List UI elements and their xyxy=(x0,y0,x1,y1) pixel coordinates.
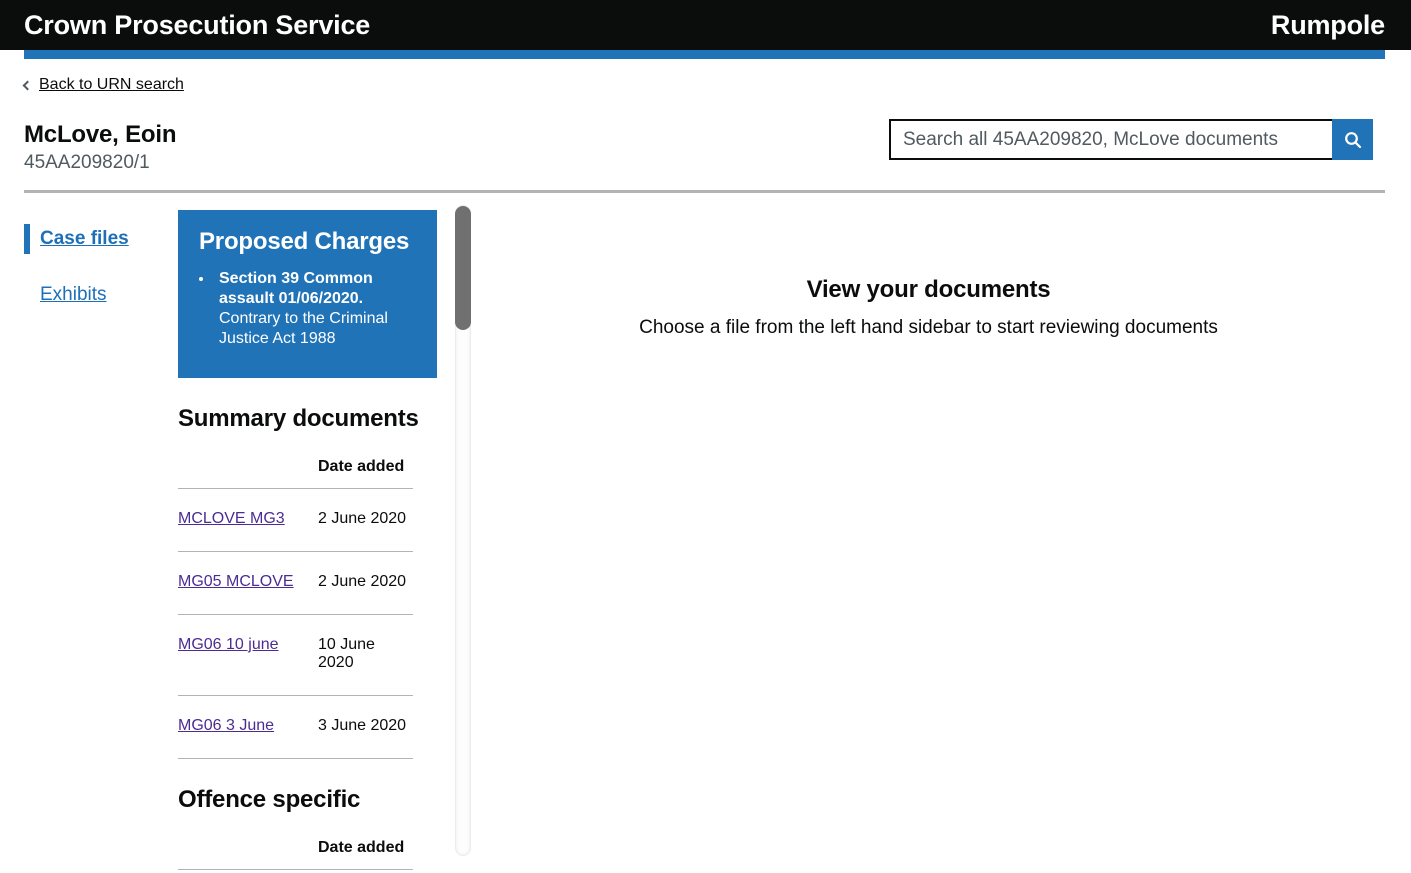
document-link-mg06-10-june[interactable]: MG06 10 june xyxy=(178,636,279,653)
sidebar xyxy=(24,224,164,336)
case-urn: 45AA209820/1 xyxy=(24,152,150,173)
document-link-mg05-mclove[interactable]: MG05 MCLOVE xyxy=(178,573,294,590)
back-to-urn-search-link[interactable] xyxy=(24,76,184,94)
summary-documents-table xyxy=(178,434,413,759)
sidebar-item-case-files[interactable]: Case files xyxy=(24,224,164,254)
search-input[interactable] xyxy=(889,119,1332,160)
document-viewer-area xyxy=(472,193,1385,873)
sidebar-item-exhibits[interactable]: Exhibits xyxy=(40,284,107,305)
viewer-empty-title: View your documents xyxy=(806,276,1051,303)
scrollbar-thumb[interactable] xyxy=(455,206,471,330)
offence-specific-heading: Offence specific xyxy=(178,786,361,813)
document-date: 10 June 2020 xyxy=(318,615,413,696)
app-title: Crown Prosecution Service xyxy=(24,9,371,40)
app-header xyxy=(0,0,1411,50)
files-panel xyxy=(178,210,437,870)
table-row xyxy=(178,615,413,696)
date-added-header: Date added xyxy=(318,434,413,489)
table-row xyxy=(178,552,413,615)
proposed-charges-card xyxy=(178,210,437,378)
files-panel-scrollbar[interactable] xyxy=(455,205,471,856)
document-link-mclove-mg3[interactable]: MCLOVE MG3 xyxy=(178,510,285,527)
table-row xyxy=(178,696,413,759)
empty-header-cell xyxy=(178,815,318,870)
empty-header-cell xyxy=(178,434,318,489)
document-date: 2 June 2020 xyxy=(318,552,413,615)
search-icon xyxy=(1343,130,1363,150)
charge-item xyxy=(214,269,404,349)
viewer-empty-subtitle: Choose a file from the left hand sidebar to start reviewing documents xyxy=(639,317,1218,338)
summary-documents-heading: Summary documents xyxy=(178,405,419,432)
document-link-mg06-3-june[interactable]: MG06 3 June xyxy=(178,717,275,734)
table-row xyxy=(178,489,413,552)
offence-specific-table xyxy=(178,815,413,870)
table-header-row xyxy=(178,434,413,489)
back-link-label: Back to URN search xyxy=(39,76,184,93)
document-date: 3 June 2020 xyxy=(318,696,413,759)
search-button[interactable] xyxy=(1332,119,1373,160)
user-label: Rumpole xyxy=(1270,9,1385,40)
date-added-header: Date added xyxy=(318,815,413,870)
table-header-row xyxy=(178,815,413,870)
charge-headline: • Section 39 Common assault 01/06/2020. xyxy=(219,270,373,307)
chevron-left-icon xyxy=(23,80,33,90)
charges-list xyxy=(214,269,417,349)
defendant-name-heading: McLove, Eoin xyxy=(24,121,177,148)
charge-detail: Contrary to the Criminal Justice Act 1988 xyxy=(219,310,388,347)
proposed-charges-title: Proposed Charges xyxy=(199,228,410,255)
brand-accent-bar xyxy=(24,50,1385,59)
document-search-bar xyxy=(889,119,1373,160)
document-date: 2 June 2020 xyxy=(318,489,413,552)
